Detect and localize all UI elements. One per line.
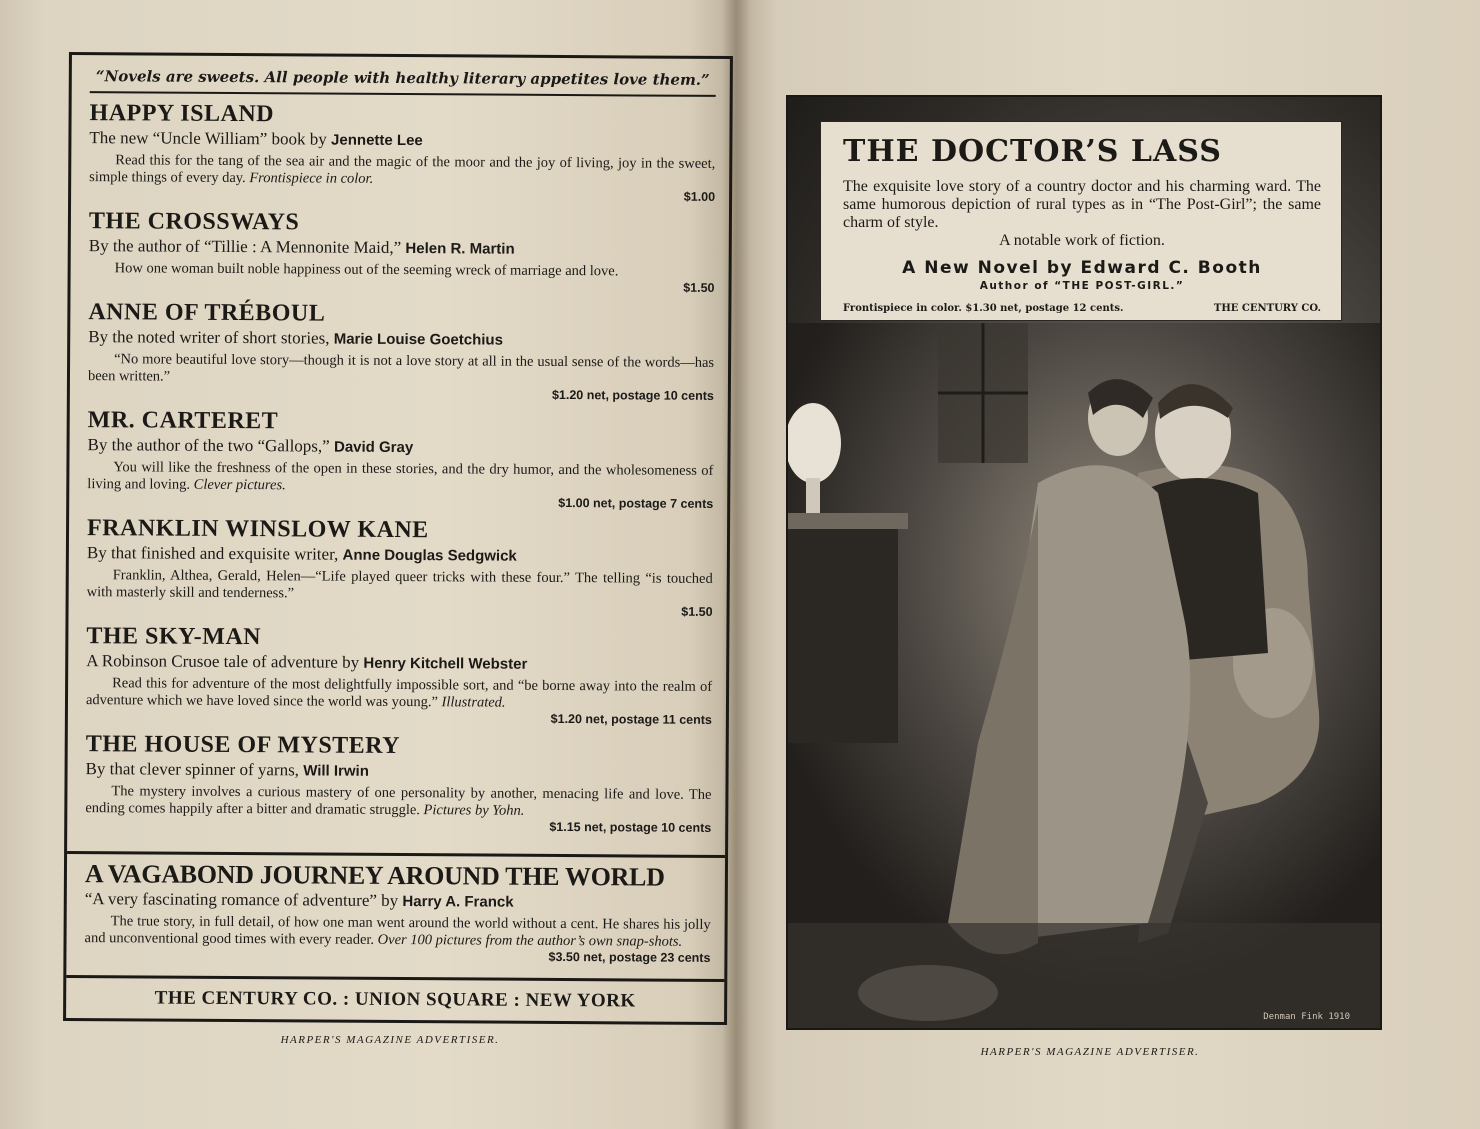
couple-illustration [788,323,1382,1030]
book-entry [88,298,715,404]
book-price: $1.00 net, postage 7 cents [558,495,714,511]
book-entry [89,99,716,205]
novel-byline: A New Novel by Edward C. Booth [902,258,1262,278]
publisher-address: THE CENTURY CO. : UNION SQUARE : NEW YORK [66,975,724,1022]
book-description: “No more beautiful love story—though it is not a love story at all in the usual sense of the words—has been written.” [87,351,715,385]
book-entry [87,406,714,512]
novel-description-closing: A notable work of fiction. [999,232,1165,249]
book-title: THE CROSSWAYS [88,208,300,236]
featured-book [66,851,725,966]
book-byline: By that clever spinner of yarns, Will Irwin [85,759,369,780]
book-byline: The new “Uncle William” book by Jennette Lee [89,128,423,150]
book-byline: By the author of “Tillie : A Mennonite Maid,” Helen R. Martin [88,236,515,258]
book-byline: By the noted writer of short stories, Marie Louise Goetchius [88,327,503,349]
book-description: Read this for the tang of the sea air and the magic of the moor and the joy of living, joy in the sweet, simple things of every day. Frontispiece in color. [89,152,716,187]
book-title: MR. CARTERET [87,407,279,435]
featured-book-description: The true story, in full detail, of how one man went around the world without a cent. He shares his jolly and unconventional good times with every reader. Over 100 pictures from the author’s own snap-shots. [84,913,711,950]
book-price: $1.15 net, postage 10 cents [549,819,712,835]
novel-card-footer [843,303,1321,314]
book-description: You will like the freshness of the open in these stories, and the dry humor, and the wholesomeness of living and loving. Clever pictures. [87,459,714,494]
book-description: Franklin, Althea, Gerald, Helen—“Life played queer tricks with these four.” The telling “is touched with masterly skill and tenderness.” [86,567,713,602]
book-author: David Gray [333,438,414,457]
book-description: Read this for adventure of the most delightfully impossible sort, and “be borne away into the realm of adventure which we have loved since the world was young.” Illustrated. [85,675,713,711]
novel-title: THE DOCTOR’S LASS [843,134,1222,169]
century-book-ad [63,52,733,1025]
book-byline: By the author of the two “Gallops,” David Gray [87,435,414,457]
book-title: ANNE OF TRÉBOUL [88,299,326,327]
book-price: $1.00 [683,189,716,204]
featured-book-price: $3.50 net, postage 23 cents [548,949,711,965]
page-footer-right: HARPER'S MAGAZINE ADVERTISER. [980,1046,1200,1058]
book-title: FRANKLIN WINSLOW KANE [86,515,429,544]
book-author: Marie Louise Goetchius [333,330,503,349]
book-byline: A Robinson Crusoe tale of adventure by Henry Kitchell Webster [86,651,528,673]
featured-book-byline: “A very fascinating romance of adventure” by Harry A. Franck [84,889,514,911]
book-title: HAPPY ISLAND [89,100,275,128]
featured-book-author: Harry A. Franck [402,893,514,911]
novel-title-card [820,121,1342,321]
artist-signature: Denman Fink 1910 [1263,1012,1350,1022]
novel-price: Frontispiece in color. $1.30 net, postage 12 cents. [843,303,1124,314]
book-author: Helen R. Martin [405,240,515,258]
book-author: Jennette Lee [331,131,423,150]
book-author: Will Irwin [303,762,369,780]
novel-description: The exquisite love story of a country doctor and his charming ward. The same humorous depiction of rural types as in “The Post-Girl”; the same charm of style. [843,178,1321,231]
book-price: $1.50 [681,604,713,619]
page-footer-left: HARPER'S MAGAZINE ADVERTISER. [280,1034,500,1046]
book-description: The mystery involves a curious mastery of one personality by another, menacing life and love. The ending comes happily after a bitter and dramatic struggle. Pictures by Yohn. [85,783,712,819]
book-description: How one woman built noble happiness out of the seeming wreck of marriage and love. [114,260,619,280]
book-entry [88,207,715,296]
novel-publisher: THE CENTURY CO. [1213,303,1321,314]
ad-tagline: “Novels are sweets. All people with healthy literary appetites love them.” [90,61,716,97]
book-author: Henry Kitchell Webster [363,654,528,673]
book-price: $1.20 net, postage 11 cents [550,711,712,727]
book-byline: By that finished and exquisite writer, Anne Douglas Sedgwick [86,543,517,565]
book-entry [86,622,713,728]
book-author: Anne Douglas Sedgwick [342,546,517,565]
book-title: THE SKY-MAN [86,623,262,651]
featured-book-title: A VAGABOND JOURNEY AROUND THE WORLD [84,859,665,892]
book-entry [87,514,714,620]
book-entry [85,730,712,836]
book-price: $1.50 [683,280,715,295]
book-price: $1.20 net, postage 10 cents [551,387,714,403]
novel-author-note: Author of “THE POST-GIRL.” [979,280,1185,292]
book-title: THE HOUSE OF MYSTERY [85,731,401,760]
